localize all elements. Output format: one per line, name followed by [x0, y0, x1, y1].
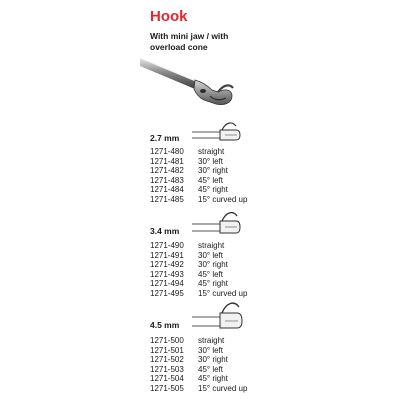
item-code: 1271-490 — [150, 241, 184, 250]
item-desc: straight — [198, 241, 225, 250]
item-desc: 45° left — [198, 175, 223, 185]
item-desc: 45° right — [198, 279, 228, 289]
item-code: 1271-504 — [150, 374, 184, 384]
item-desc: 30° right — [198, 355, 228, 365]
size-label-2-7mm: 2.7 mm — [150, 133, 180, 143]
item-desc: 15° curved up — [198, 383, 248, 393]
item-code: 1271-494 — [150, 279, 184, 289]
item-code: 1271-480 — [150, 147, 184, 156]
list-item — [150, 384, 247, 394]
list-item — [150, 157, 247, 167]
item-desc: 30° left — [198, 156, 223, 166]
item-desc: straight — [198, 147, 225, 156]
list-item — [150, 195, 247, 205]
list-item — [150, 270, 247, 280]
item-code: 1271-501 — [150, 345, 184, 355]
item-desc: 45° right — [198, 374, 228, 384]
item-list-3-4mm — [150, 241, 247, 299]
item-desc: 30° right — [198, 166, 228, 176]
list-item — [150, 176, 247, 186]
item-desc: straight — [198, 336, 225, 345]
item-desc: 30° right — [198, 260, 228, 270]
item-code: 1271-505 — [150, 383, 184, 393]
list-item — [150, 355, 247, 365]
instrument-photo — [140, 56, 240, 125]
item-list-4-5mm — [150, 336, 247, 394]
tip-illustration-3-4mm — [192, 208, 242, 243]
item-code: 1271-495 — [150, 288, 184, 298]
list-item — [150, 251, 247, 261]
item-code: 1271-503 — [150, 364, 184, 374]
list-item — [150, 279, 247, 289]
item-code: 1271-481 — [150, 156, 184, 166]
subtitle — [150, 31, 290, 53]
tip-illustration-4-5mm — [192, 298, 244, 339]
list-item — [150, 365, 247, 375]
list-item — [150, 185, 247, 195]
item-code: 1271-500 — [150, 336, 184, 345]
list-item — [150, 346, 247, 356]
list-item — [150, 166, 247, 176]
item-desc: 45° right — [198, 185, 228, 195]
item-desc: 45° left — [198, 364, 223, 374]
item-code: 1271-502 — [150, 355, 184, 365]
size-label-4-5mm: 4.5 mm — [150, 320, 180, 330]
item-code: 1271-483 — [150, 175, 184, 185]
subtitle-line: overload cone — [150, 42, 208, 52]
item-desc: 15° curved up — [198, 194, 248, 204]
list-item — [150, 260, 247, 270]
subtitle-line: With mini jaw / with — [150, 31, 229, 41]
item-code: 1271-491 — [150, 250, 184, 260]
item-code: 1271-493 — [150, 269, 184, 279]
list-item — [150, 241, 247, 251]
item-list-2-7mm — [150, 147, 247, 205]
tip-illustration-2-7mm — [192, 118, 242, 149]
item-desc: 45° left — [198, 269, 223, 279]
page-title: Hook — [150, 8, 188, 25]
item-code: 1271-492 — [150, 260, 184, 270]
list-item — [150, 336, 247, 346]
item-code: 1271-485 — [150, 194, 184, 204]
item-desc: 30° left — [198, 345, 223, 355]
list-item — [150, 374, 247, 384]
item-desc: 15° curved up — [198, 288, 248, 298]
item-code: 1271-484 — [150, 185, 184, 195]
list-item — [150, 147, 247, 157]
item-code: 1271-482 — [150, 166, 184, 176]
size-label-3-4mm: 3.4 mm — [150, 226, 180, 236]
item-desc: 30° left — [198, 250, 223, 260]
